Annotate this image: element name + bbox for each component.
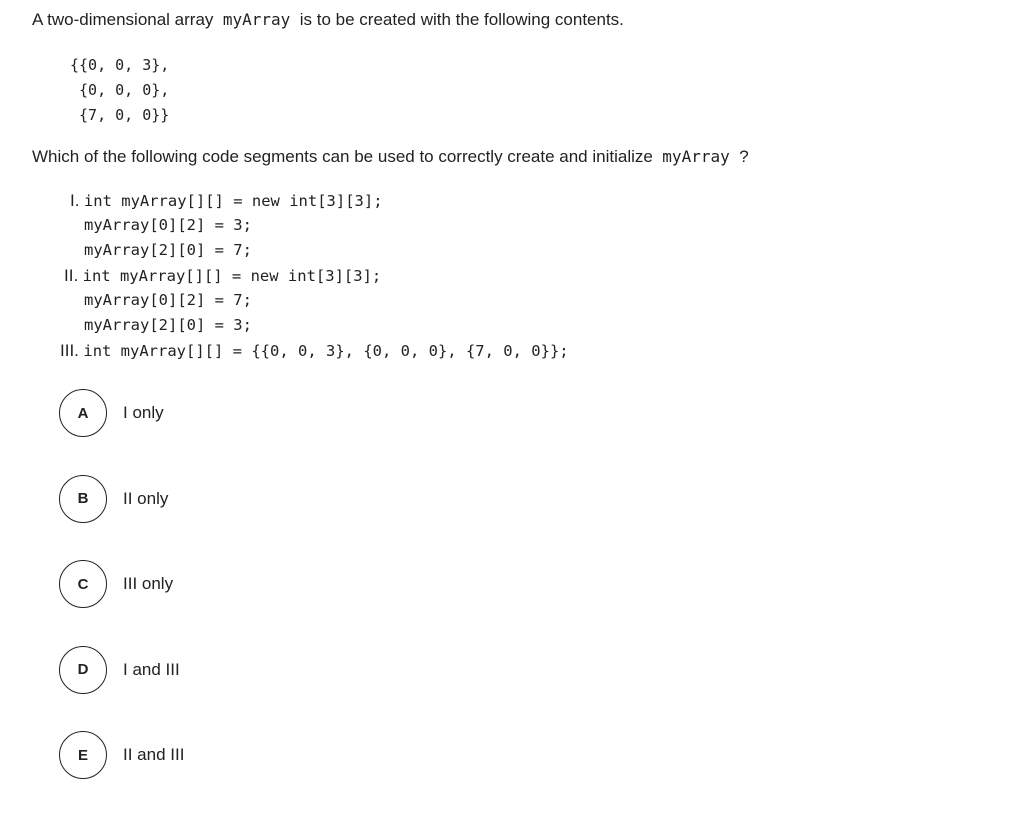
choice-d-letter[interactable]: D — [59, 646, 107, 694]
segment-1-code: int myArray[][] = new int[3][3]; — [83, 192, 383, 210]
segment-1-line-3 — [60, 238, 569, 263]
choice-c[interactable] — [59, 558, 184, 610]
intro-text-before: A two-dimensional array — [32, 10, 214, 29]
choice-b[interactable] — [59, 473, 184, 525]
segment-3-line-1 — [60, 338, 569, 363]
segment-2-line-1 — [60, 263, 569, 288]
array-contents — [70, 53, 169, 128]
choice-e-letter[interactable]: E — [59, 731, 107, 779]
question-prompt — [32, 145, 749, 169]
choice-c-text[interactable]: III only — [123, 574, 174, 593]
segment-1-code: myArray[2][0] = 7; — [84, 241, 252, 259]
choice-e-text[interactable]: II and III — [123, 745, 185, 764]
segment-1-code: myArray[0][2] = 3; — [84, 216, 252, 234]
segment-3-code: int myArray[][] = {{0, 0, 3}, {0, 0, 0}, {7, 0, 0}}; — [83, 342, 569, 360]
choice-b-text[interactable]: II only — [123, 488, 169, 508]
matrix-row: {7, 0, 0}} — [70, 106, 170, 124]
choice-d[interactable] — [59, 644, 184, 696]
intro-code: myArray — [222, 10, 291, 29]
segment-2-code: int myArray[][] = new int[3][3]; — [82, 267, 382, 285]
question-intro — [32, 8, 624, 32]
segment-2-line-2 — [60, 288, 569, 313]
segment-1-line-2 — [60, 213, 569, 238]
prompt-text-after: ? — [739, 147, 749, 166]
segment-1-label: I. — [70, 191, 80, 210]
segment-2-label: II. — [64, 266, 79, 285]
matrix-row: {{0, 0, 3}, — [70, 56, 170, 74]
choice-a-text[interactable]: I only — [123, 403, 164, 422]
choice-d-text[interactable]: I and III — [123, 659, 180, 679]
segment-3-label: III. — [60, 341, 79, 360]
code-segments — [60, 188, 569, 363]
segment-2-line-3 — [60, 313, 569, 338]
segment-1-line-1 — [60, 188, 569, 213]
prompt-text-before: Which of the following code segments can be used to correctly create and initialize — [32, 147, 653, 166]
choice-a-letter[interactable]: A — [59, 389, 107, 437]
segment-2-code: myArray[0][2] = 7; — [84, 291, 252, 309]
segment-2-code: myArray[2][0] = 3; — [84, 316, 252, 334]
matrix-row: {0, 0, 0}, — [70, 81, 170, 99]
choice-e[interactable] — [59, 729, 184, 781]
choice-c-letter[interactable]: C — [59, 560, 107, 608]
prompt-code: myArray — [662, 147, 730, 166]
answer-choices — [59, 387, 184, 815]
choice-b-letter[interactable]: B — [59, 475, 107, 523]
intro-text-after: is to be created with the following contents. — [299, 10, 624, 29]
choice-a[interactable] — [59, 387, 184, 439]
